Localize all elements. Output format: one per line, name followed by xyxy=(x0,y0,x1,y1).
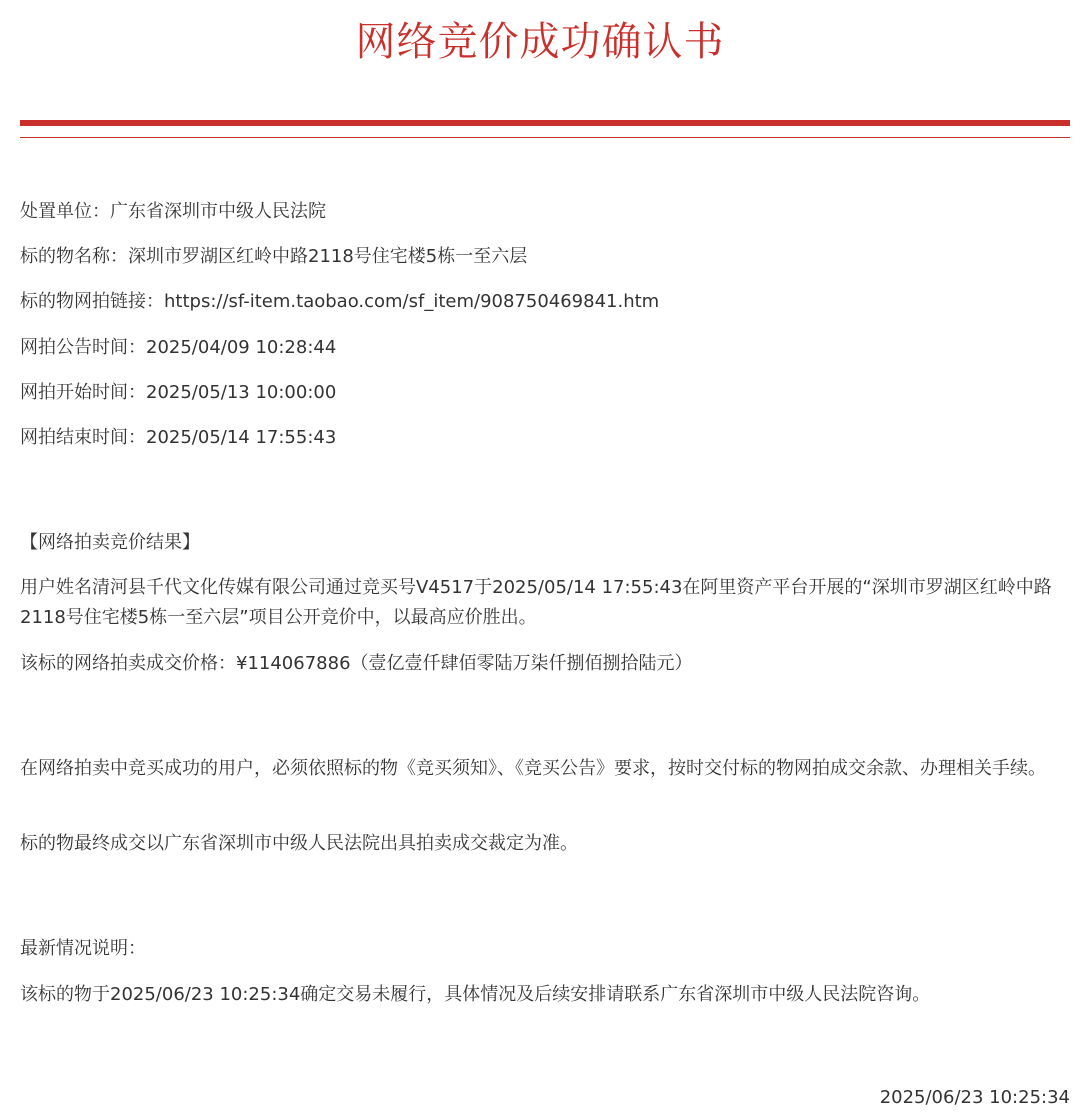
price-row xyxy=(20,649,693,679)
item-name-row xyxy=(20,242,527,272)
title-divider-thin xyxy=(20,137,1070,138)
document-datestamp: 2025/06/23 10:25:34 xyxy=(879,1087,1070,1108)
item-link-row xyxy=(20,287,659,317)
announce-time-row xyxy=(20,333,336,363)
disposal-unit-row xyxy=(20,197,326,227)
end-time-value: 2025/05/14 17:55:43 xyxy=(146,427,337,448)
item-name-label: 标的物名称： xyxy=(20,246,128,267)
item-link-value[interactable]: https://sf-item.taobao.com/sf_item/908750469841.htm xyxy=(164,291,660,312)
result-heading: 【网络拍卖竞价结果】 xyxy=(20,532,200,553)
title-divider-thick xyxy=(20,120,1070,126)
update-text: 该标的物于2025/06/23 10:25:34确定交易未履行，具体情况及后续安排请联系广东省深圳市中级人民法院咨询。 xyxy=(20,984,931,1005)
winner-statement: 用户姓名清河县千代文化传媒有限公司通过竞买号V4517于2025/05/14 17:55:43在阿里资产平台开展的“深圳市罗湖区红岭中路2118号住宅楼5栋一至六层”项目公开竞价中，以最高应价胜出。 xyxy=(20,577,1052,628)
obligation-notice: 在网络拍卖中竞买成功的用户，必须依照标的物《竞买须知》、《竞买公告》要求，按时交付标的物网拍成交余款、办理相关手续。 xyxy=(20,758,1046,779)
start-time-label: 网拍开始时间： xyxy=(20,382,146,403)
price-value: ¥114067886（壹亿壹仟肆佰零陆万柒仟捌佰捌拾陆元） xyxy=(236,653,693,674)
announce-time-value: 2025/04/09 10:28:44 xyxy=(146,337,337,358)
item-link-label: 标的物网拍链接： xyxy=(20,291,164,312)
announce-time-label: 网拍公告时间： xyxy=(20,337,146,358)
update-heading: 最新情况说明： xyxy=(20,938,146,959)
end-time-label: 网拍结束时间： xyxy=(20,427,146,448)
final-notice: 标的物最终成交以广东省深圳市中级人民法院出具拍卖成交裁定为准。 xyxy=(20,833,578,854)
price-label: 该标的网络拍卖成交价格： xyxy=(20,653,236,674)
document-title: 网络竞价成功确认书 xyxy=(355,19,725,65)
disposal-unit-label: 处置单位： xyxy=(20,201,110,222)
item-name-value: 深圳市罗湖区红岭中路2118号住宅楼5栋一至六层 xyxy=(128,246,528,267)
disposal-unit-value: 广东省深圳市中级人民法院 xyxy=(110,201,326,222)
start-time-row xyxy=(20,378,336,408)
end-time-row xyxy=(20,423,336,453)
start-time-value: 2025/05/13 10:00:00 xyxy=(146,382,337,403)
